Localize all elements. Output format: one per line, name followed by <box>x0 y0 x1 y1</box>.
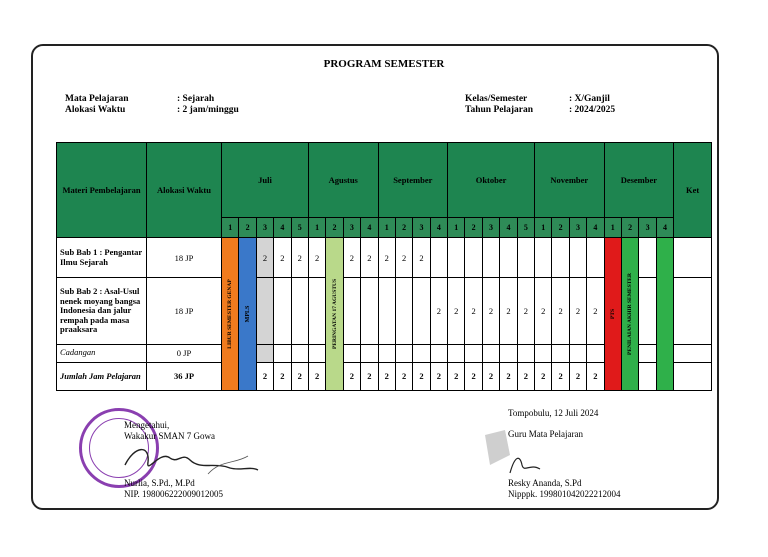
row-ket <box>674 362 712 390</box>
meta-right <box>465 94 615 116</box>
week-cell <box>465 238 482 278</box>
table-row <box>57 238 712 278</box>
week-cell: 2 <box>430 278 447 344</box>
tahun-value: : 2024/2025 <box>569 105 616 115</box>
week-cell <box>430 238 447 278</box>
week-cell <box>500 238 517 278</box>
week-cell: 2 <box>465 278 482 344</box>
week-cell: 2 <box>448 278 465 344</box>
header-week: 5 <box>517 218 534 238</box>
week-cell: 2 <box>430 362 447 390</box>
pas-column <box>621 238 638 391</box>
sig-left-line1: Mengetahui, <box>124 420 170 430</box>
week-cell <box>308 344 325 362</box>
week-cell: 2 <box>500 362 517 390</box>
program-semester-table <box>56 142 712 391</box>
libur-genap-column-label: LIBUR SEMESTER GENAP <box>227 279 234 349</box>
row-materi: Sub Bab 1 : Pengantar Ilmu Sejarah <box>57 238 147 278</box>
header-month: November <box>535 143 605 218</box>
week-cell <box>395 344 412 362</box>
pas-column-label: PENILAIAN AKHIR SEMESTER <box>627 273 634 355</box>
alokasi-value: : 2 jam/minggu <box>177 105 239 115</box>
kelas-label: Kelas/Semester <box>465 94 528 104</box>
week-cell: 2 <box>535 362 552 390</box>
header-row-months <box>57 143 712 218</box>
pas-column-2 <box>656 238 673 391</box>
header-month: Oktober <box>448 143 535 218</box>
week-cell: 2 <box>517 362 534 390</box>
row-ket <box>674 278 712 344</box>
sig-left-line2: Wakakur SMAN 7 Gowa <box>124 431 216 441</box>
week-cell: 2 <box>395 238 412 278</box>
tahun-label: Tahun Pelajaran <box>465 105 534 115</box>
row-materi: Cadangan <box>57 344 147 362</box>
week-cell: 2 <box>482 278 499 344</box>
header-week: 4 <box>587 218 604 238</box>
week-cell: 2 <box>587 362 604 390</box>
week-cell: 2 <box>569 362 586 390</box>
week-cell: 2 <box>308 238 325 278</box>
header-week: 1 <box>222 218 239 238</box>
header-month: September <box>378 143 448 218</box>
week-cell <box>343 278 360 344</box>
week-cell <box>256 344 273 362</box>
week-cell: 2 <box>361 362 378 390</box>
week-cell: 2 <box>274 362 291 390</box>
header-month: Desember <box>604 143 674 218</box>
signature-left-name <box>124 478 223 500</box>
header-week: 2 <box>239 218 256 238</box>
week-cell: 2 <box>395 362 412 390</box>
kelas-value: : X/Ganjil <box>569 94 610 104</box>
header-week: 2 <box>465 218 482 238</box>
week-cell: 2 <box>482 362 499 390</box>
header-week: 4 <box>274 218 291 238</box>
week-cell: 2 <box>274 238 291 278</box>
week-cell: 2 <box>413 238 430 278</box>
header-week: 2 <box>621 218 638 238</box>
sig-right-name: Resky Ananda, S.Pd <box>508 478 582 488</box>
header-week: 2 <box>326 218 343 238</box>
header-week: 4 <box>361 218 378 238</box>
week-cell: 2 <box>500 278 517 344</box>
week-cell: 2 <box>569 278 586 344</box>
row-jp: 18 JP <box>147 278 222 344</box>
pts-column <box>604 238 621 391</box>
week-cell <box>378 278 395 344</box>
week-cell: 2 <box>308 362 325 390</box>
header-month: Juli <box>222 143 309 218</box>
week-cell <box>448 238 465 278</box>
week-cell <box>430 344 447 362</box>
week-cell <box>500 344 517 362</box>
meta-left <box>65 94 239 116</box>
week-cell <box>361 278 378 344</box>
page-title: PROGRAM SEMESTER <box>323 58 445 70</box>
header-week: 2 <box>552 218 569 238</box>
row-ket <box>674 344 712 362</box>
week-cell <box>378 344 395 362</box>
week-cell: 2 <box>465 362 482 390</box>
week-cell: 2 <box>378 362 395 390</box>
week-cell <box>639 344 656 362</box>
week-cell <box>482 238 499 278</box>
header-alokasi: Alokasi Waktu <box>147 143 222 238</box>
sig-left-name: Nurlia, S.Pd., M.Pd <box>124 478 195 488</box>
week-cell <box>569 238 586 278</box>
week-cell <box>343 344 360 362</box>
agustus-column-label: PERINGATAN 17 AGUSTUS <box>331 278 338 350</box>
header-week: 1 <box>604 218 621 238</box>
week-cell: 2 <box>361 238 378 278</box>
header-month: Agustus <box>308 143 378 218</box>
header-week: 2 <box>395 218 412 238</box>
week-cell: 2 <box>343 238 360 278</box>
week-cell <box>291 344 308 362</box>
sig-right-place: Tompobulu, 12 Juli 2024 <box>508 408 599 418</box>
header-week: 3 <box>256 218 273 238</box>
agustus-column <box>326 238 343 391</box>
alokasi-label: Alokasi Waktu <box>65 105 126 115</box>
week-cell <box>482 344 499 362</box>
row-jp: 18 JP <box>147 238 222 278</box>
header-week: 1 <box>378 218 395 238</box>
pts-column-label: PTS <box>609 308 616 320</box>
week-cell: 2 <box>413 362 430 390</box>
week-cell <box>639 238 656 278</box>
week-cell: 2 <box>291 238 308 278</box>
week-cell <box>274 278 291 344</box>
week-cell <box>587 238 604 278</box>
header-materi: Materi Pembelajaran <box>57 143 147 238</box>
week-cell <box>569 344 586 362</box>
week-cell <box>517 238 534 278</box>
row-ket <box>674 238 712 278</box>
signature-right-scribble <box>480 425 550 475</box>
week-cell <box>256 278 273 344</box>
week-cell: 2 <box>552 278 569 344</box>
week-cell <box>639 362 656 390</box>
week-cell <box>274 344 291 362</box>
signature-left-scribble <box>120 440 260 478</box>
week-cell <box>448 344 465 362</box>
header-week: 4 <box>656 218 673 238</box>
header-week: 4 <box>500 218 517 238</box>
week-cell <box>587 344 604 362</box>
sig-left-nip: NIP. 198006222009012005 <box>124 489 224 499</box>
week-cell <box>517 344 534 362</box>
week-cell <box>465 344 482 362</box>
header-week: 3 <box>343 218 360 238</box>
sig-right-role: Guru Mata Pelajaran <box>508 429 583 439</box>
header-week: 3 <box>639 218 656 238</box>
row-materi: Sub Bab 2 : Asal-Usul nenek moyang bangsa Indonesia dan jalur rempah pada masa praaksara <box>57 278 147 344</box>
header-week: 1 <box>308 218 325 238</box>
header-week: 4 <box>430 218 447 238</box>
week-cell: 2 <box>378 238 395 278</box>
week-cell <box>413 344 430 362</box>
week-cell <box>413 278 430 344</box>
sig-right-nip: Nipppk. 199801042022212004 <box>508 489 621 499</box>
header-week: 3 <box>569 218 586 238</box>
mpls-column-label: MPLS <box>244 305 251 323</box>
week-cell <box>395 278 412 344</box>
week-cell: 2 <box>291 362 308 390</box>
mapel-value: : Sejarah <box>177 94 215 104</box>
week-cell: 2 <box>552 362 569 390</box>
signature-right-name <box>508 478 621 500</box>
week-cell: 2 <box>343 362 360 390</box>
mpls-column <box>239 238 256 391</box>
week-cell <box>552 238 569 278</box>
week-cell: 2 <box>535 278 552 344</box>
week-cell: 2 <box>448 362 465 390</box>
week-cell: 2 <box>587 278 604 344</box>
week-cell <box>535 344 552 362</box>
week-cell: 2 <box>517 278 534 344</box>
week-cell <box>639 278 656 344</box>
week-cell <box>552 344 569 362</box>
libur-genap-column <box>222 238 239 391</box>
header-week: 1 <box>448 218 465 238</box>
header-week: 3 <box>482 218 499 238</box>
week-cell <box>535 238 552 278</box>
signature-left <box>124 420 215 442</box>
header-week: 1 <box>535 218 552 238</box>
mapel-label: Mata Pelajaran <box>65 94 129 104</box>
week-cell: 2 <box>256 362 273 390</box>
row-jp: 36 JP <box>147 362 222 390</box>
header-week: 3 <box>413 218 430 238</box>
week-cell <box>361 344 378 362</box>
week-cell: 2 <box>256 238 273 278</box>
row-jp: 0 JP <box>147 344 222 362</box>
week-cell <box>308 278 325 344</box>
header-ket: Ket <box>674 143 712 238</box>
header-week: 5 <box>291 218 308 238</box>
row-materi: Jumlah Jam Pelajaran <box>57 362 147 390</box>
week-cell <box>291 278 308 344</box>
